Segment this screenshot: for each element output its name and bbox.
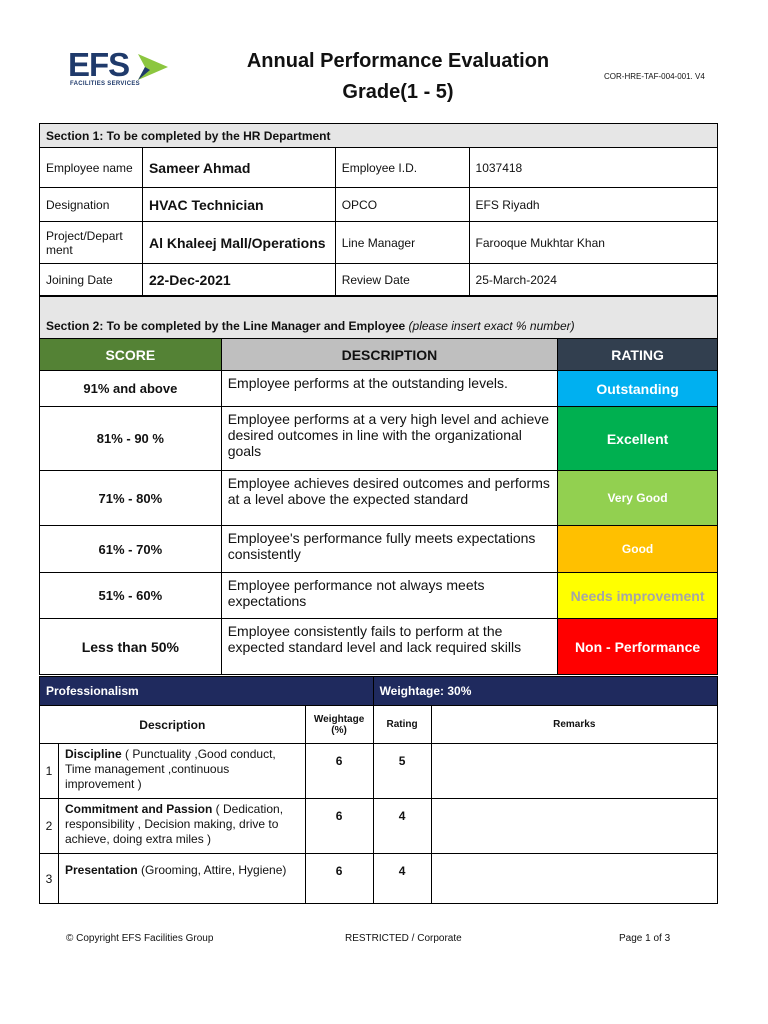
- rating-description: Employee consistently fails to perform at the expected standard level and lack required skills: [221, 619, 557, 675]
- prof-weightage-header: Weightage (%): [305, 706, 373, 744]
- rating-description: Employee performs at a very high level and achieve desired outcomes in line with the organizational goals: [221, 407, 557, 471]
- score-range: 81% - 90 %: [40, 407, 222, 471]
- project-label: Project/Depart ment: [40, 222, 143, 264]
- rating-description: Employee performance not always meets expectations: [221, 573, 557, 619]
- section2-heading-text: Section 2: To be completed by the Line Manager and Employee: [46, 319, 406, 333]
- line-manager-label: Line Manager: [335, 222, 469, 264]
- score-range: 51% - 60%: [40, 573, 222, 619]
- table-row: [40, 744, 718, 799]
- rating-badge-needs-improvement: Needs improvement: [558, 573, 718, 619]
- logo-text: EFS: [68, 46, 130, 83]
- criterion-rating[interactable]: 5: [373, 744, 431, 799]
- section1-table: [39, 123, 718, 296]
- designation-value[interactable]: HVAC Technician: [142, 188, 335, 222]
- table-row: [40, 854, 718, 904]
- criterion-remarks[interactable]: [431, 854, 717, 904]
- criterion-weightage[interactable]: 6: [305, 854, 373, 904]
- rating-row: [40, 471, 718, 526]
- score-range: 71% - 80%: [40, 471, 222, 526]
- page-subtitle: Grade(1 - 5): [342, 81, 454, 103]
- item-number: 1: [40, 744, 59, 799]
- page-title: Annual Performance Evaluation: [246, 50, 550, 72]
- project-value[interactable]: Al Khaleej Mall/Operations: [142, 222, 335, 264]
- score-column-header: SCORE: [40, 339, 222, 371]
- document-reference: COR-HRE-TAF-004-001. V4: [604, 72, 705, 81]
- opco-value[interactable]: EFS Riyadh: [469, 188, 717, 222]
- criterion-detail: ( Dedication, responsibility , Decision making, drive to achieve, doing extra miles ): [64, 802, 284, 846]
- score-range: 91% and above: [40, 371, 222, 407]
- employee-id-label: Employee I.D.: [335, 148, 469, 188]
- criterion-description: [58, 744, 305, 799]
- employee-name-label: Employee name: [40, 148, 143, 188]
- professionalism-table: [39, 676, 718, 904]
- rating-row: [40, 573, 718, 619]
- joining-date-value[interactable]: 22-Dec-2021: [142, 264, 335, 296]
- prof-description-header: Description: [40, 706, 306, 744]
- rating-badge-excellent: Excellent: [558, 407, 718, 471]
- prof-rating-header: Rating: [373, 706, 431, 744]
- footer-page-number: Page 1 of 3: [619, 933, 671, 944]
- score-range: 61% - 70%: [40, 526, 222, 573]
- footer-classification: RESTRICTED / Corporate: [345, 933, 462, 944]
- section2-heading-note: (please insert exact % number): [408, 319, 575, 333]
- review-date-label: Review Date: [335, 264, 469, 296]
- criterion-description: [58, 854, 305, 904]
- rating-badge-non-performance: Non - Performance: [558, 619, 718, 675]
- rating-row: [40, 619, 718, 675]
- section1-heading: Section 1: To be completed by the HR Department: [40, 124, 718, 148]
- efs-logo: [68, 48, 178, 90]
- professionalism-title: Professionalism: [40, 677, 374, 706]
- footer-copyright: © Copyright EFS Facilities Group: [66, 933, 214, 944]
- criterion-detail: (Grooming, Attire, Hygiene): [137, 863, 287, 877]
- joining-date-label: Joining Date: [40, 264, 143, 296]
- item-number: 3: [40, 854, 59, 904]
- professionalism-weightage: Weightage: 30%: [373, 677, 717, 706]
- rating-row: [40, 407, 718, 471]
- criterion-remarks[interactable]: [431, 799, 717, 854]
- review-date-value[interactable]: 25-March-2024: [469, 264, 717, 296]
- criterion-title: Presentation: [64, 863, 138, 877]
- rating-badge-good: Good: [558, 526, 718, 573]
- description-column-header: DESCRIPTION: [221, 339, 557, 371]
- rating-badge-outstanding: Outstanding: [558, 371, 718, 407]
- rating-badge-very-good: Very Good: [558, 471, 718, 526]
- rating-description: Employee performs at the outstanding levels.: [221, 371, 557, 407]
- criterion-rating[interactable]: 4: [373, 799, 431, 854]
- criterion-description: [58, 799, 305, 854]
- section2-table: [39, 296, 718, 675]
- rating-description: Employee achieves desired outcomes and performs at a level above the expected standard: [221, 471, 557, 526]
- table-row: [40, 799, 718, 854]
- rating-description: Employee's performance fully meets expectations consistently: [221, 526, 557, 573]
- criterion-detail: ( Punctuality ,Good conduct, Time management ,continuous improvement ): [64, 747, 276, 791]
- employee-id-value[interactable]: 1037418: [469, 148, 717, 188]
- designation-label: Designation: [40, 188, 143, 222]
- rating-row: [40, 526, 718, 573]
- score-range: Less than 50%: [40, 619, 222, 675]
- rating-row: [40, 371, 718, 407]
- criterion-remarks[interactable]: [431, 744, 717, 799]
- section2-heading: [40, 297, 718, 339]
- item-number: 2: [40, 799, 59, 854]
- employee-name-value[interactable]: Sameer Ahmad: [142, 148, 335, 188]
- criterion-weightage[interactable]: 6: [305, 799, 373, 854]
- criterion-title: Discipline: [64, 747, 122, 761]
- criterion-title: Commitment and Passion: [64, 802, 213, 816]
- line-manager-value[interactable]: Farooque Mukhtar Khan: [469, 222, 717, 264]
- prof-remarks-header: Remarks: [431, 706, 717, 744]
- logo-subtext: FACILITIES SERVICES: [70, 81, 140, 87]
- logo-arrow-icon: [136, 52, 170, 82]
- criterion-weightage[interactable]: 6: [305, 744, 373, 799]
- rating-column-header: RATING: [558, 339, 718, 371]
- criterion-rating[interactable]: 4: [373, 854, 431, 904]
- opco-label: OPCO: [335, 188, 469, 222]
